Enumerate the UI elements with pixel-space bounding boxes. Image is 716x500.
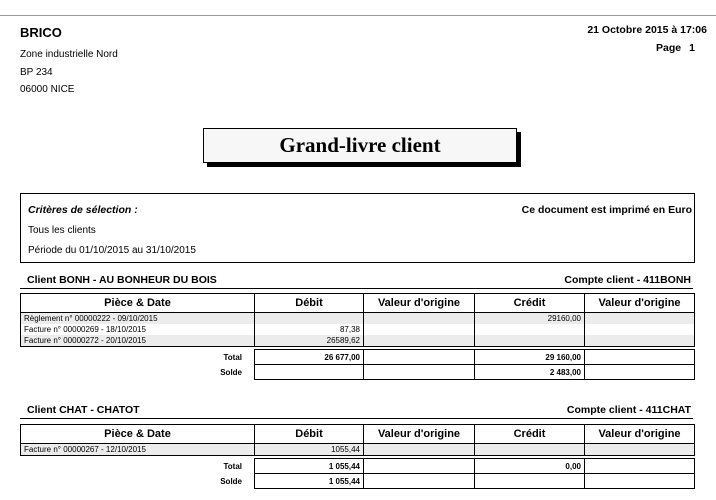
selection-criteria-box: [20, 193, 695, 263]
client-account: Compte client - 411BONH: [564, 274, 691, 286]
report-title-box: [203, 128, 517, 163]
row-debit: 26589,62: [255, 335, 364, 347]
table-row: [21, 444, 695, 456]
solde-debit: [255, 365, 364, 380]
row-debit: [255, 313, 364, 325]
row-origin: [585, 444, 695, 456]
solde-origin: [364, 365, 475, 380]
solde-origin: [364, 474, 475, 489]
solde-label: Solde: [220, 476, 242, 486]
row-credit: [475, 444, 585, 456]
criteria-period: Période du 01/10/2015 au 31/10/2015: [28, 245, 196, 256]
total-credit: 0,00: [475, 459, 585, 474]
row-credit: 29160,00: [475, 313, 585, 325]
solde-debit: 1 055,44: [255, 474, 364, 489]
criteria-clients: Tous les clients: [28, 225, 96, 236]
company-name: BRICO: [20, 25, 62, 40]
row-debit: 1055,44: [255, 444, 364, 456]
client-account: Compte client - 411CHAT: [566, 404, 691, 416]
row-origin: [364, 324, 475, 335]
row-origin: [585, 324, 695, 335]
total-origin: [585, 350, 695, 365]
company-address-line-2: BP 234: [20, 67, 53, 78]
table-header-row: [21, 425, 695, 444]
row-origin: [364, 313, 475, 325]
page-indicator: [656, 42, 695, 54]
col-header-origin-value: Valeur d'origine: [364, 425, 475, 444]
col-header-piece-date: Pièce & Date: [21, 294, 255, 313]
row-piece: Facture n° 00000269 - 18/10/2015: [21, 324, 255, 335]
total-origin: [364, 350, 475, 365]
page-label: Page: [656, 42, 682, 54]
col-header-origin-value: Valeur d'origine: [364, 294, 475, 313]
total-debit: 1 055,44: [255, 459, 364, 474]
row-origin: [585, 313, 695, 325]
page-number: 1: [689, 42, 695, 54]
col-header-piece-date: Pièce & Date: [21, 425, 255, 444]
ledger-table: [20, 424, 695, 489]
col-header-debit: Débit: [255, 425, 364, 444]
row-origin: [364, 444, 475, 456]
table-header-row: [21, 294, 695, 313]
ledger-table: [20, 293, 695, 380]
report-title: Grand-livre client: [279, 133, 441, 157]
total-label: Total: [223, 461, 242, 471]
col-header-origin-value: Valeur d'origine: [585, 425, 695, 444]
criteria-label: Critères de sélection :: [28, 204, 138, 216]
client-title: Client CHAT - CHATOT: [27, 404, 140, 416]
row-credit: [475, 335, 585, 347]
company-address-line-3: 06000 NICE: [20, 84, 75, 95]
total-row: [21, 459, 695, 474]
row-debit: 87,38: [255, 324, 364, 335]
row-credit: [475, 324, 585, 335]
total-row: [21, 350, 695, 365]
col-header-origin-value: Valeur d'origine: [585, 294, 695, 313]
col-header-credit: Crédit: [475, 425, 585, 444]
print-date: 21 Octobre 2015 à 17:06: [587, 24, 707, 36]
solde-origin: [585, 365, 695, 380]
solde-origin: [585, 474, 695, 489]
currency-note: Ce document est imprimé en Euro: [521, 204, 692, 216]
total-origin: [364, 459, 475, 474]
solde-label: Solde: [220, 367, 242, 377]
client-header: [20, 274, 693, 289]
table-row: [21, 324, 695, 335]
row-origin: [364, 335, 475, 347]
client-header: [20, 404, 693, 419]
table-row: [21, 335, 695, 347]
company-address-line-1: Zone industrielle Nord: [20, 49, 118, 60]
solde-credit: [475, 474, 585, 489]
row-piece: Facture n° 00000272 - 20/10/2015: [21, 335, 255, 347]
row-origin: [585, 335, 695, 347]
col-header-debit: Débit: [255, 294, 364, 313]
client-title: Client BONH - AU BONHEUR DU BOIS: [27, 274, 217, 286]
row-piece: Facture n° 00000267 - 12/10/2015: [21, 444, 255, 456]
row-piece: Règlement n° 00000222 - 09/10/2015: [21, 313, 255, 325]
total-debit: 26 677,00: [255, 350, 364, 365]
solde-row: [21, 474, 695, 489]
total-credit: 29 160,00: [475, 350, 585, 365]
table-row: [21, 313, 695, 325]
total-label: Total: [223, 352, 242, 362]
top-rule: [0, 15, 716, 16]
solde-credit: 2 483,00: [475, 365, 585, 380]
solde-row: [21, 365, 695, 380]
col-header-credit: Crédit: [475, 294, 585, 313]
total-origin: [585, 459, 695, 474]
